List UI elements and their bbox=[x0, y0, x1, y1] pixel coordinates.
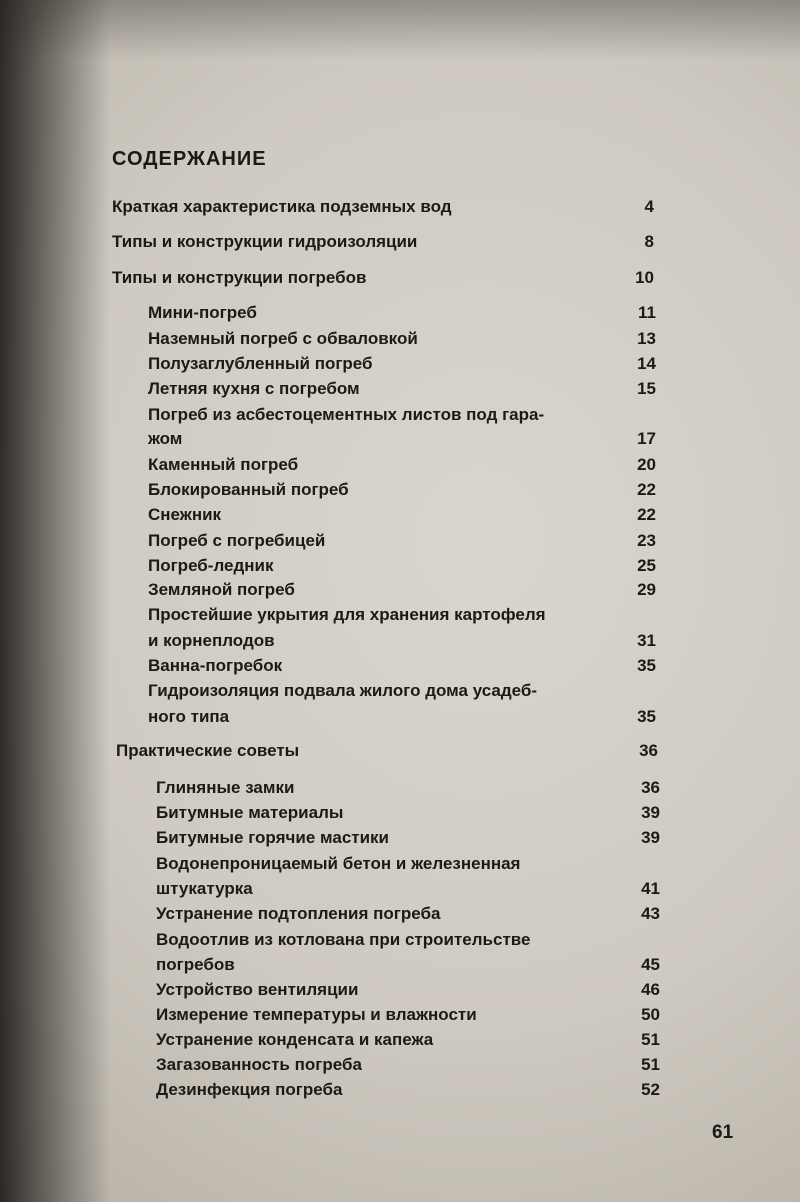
toc-entry-page: 22 bbox=[637, 505, 656, 524]
toc-entry-label: штукатурка bbox=[156, 879, 253, 898]
toc-entry-label: Типы и конструкции погребов bbox=[112, 268, 367, 287]
toc-entry-page: 10 bbox=[635, 268, 654, 287]
toc-entry-label: Полузаглубленный погреб bbox=[148, 354, 373, 373]
toc-entry-page: 46 bbox=[641, 980, 660, 999]
toc-entry-page: 35 bbox=[637, 656, 656, 675]
toc-entry-page: 23 bbox=[637, 531, 656, 550]
toc-entry-label: Водоотлив из котлована при строительстве bbox=[156, 930, 531, 949]
toc-entry-label: Земляной погреб bbox=[148, 580, 295, 599]
toc-entry-label: Практические советы bbox=[116, 741, 300, 760]
toc-entry-label: Мини-погреб bbox=[148, 303, 257, 322]
toc-entry-page: 41 bbox=[641, 879, 660, 898]
toc-entry-label: Летняя кухня с погребом bbox=[148, 379, 360, 398]
toc-entry-label: Погреб из асбестоцементных листов под гара- bbox=[148, 405, 545, 424]
toc-entry-page: 39 bbox=[641, 828, 660, 847]
toc-entry-label: Простейшие укрытия для хранения картофеля bbox=[148, 605, 546, 624]
toc-entry-label: Наземный погреб с обваловкой bbox=[148, 329, 418, 348]
toc-entry-page: 25 bbox=[637, 556, 656, 575]
toc-entry-label: Дезинфекция погреба bbox=[156, 1080, 343, 1099]
toc-entry-page: 17 bbox=[637, 429, 656, 448]
toc-entry-label: Загазованность погреба bbox=[156, 1055, 362, 1074]
toc-entry-page: 39 bbox=[641, 803, 660, 822]
toc-entry-label: Погреб-ледник bbox=[148, 556, 274, 575]
toc-entry-page: 15 bbox=[637, 379, 656, 398]
toc-entry-label: Битумные материалы bbox=[156, 803, 344, 822]
toc-entry-label: жом bbox=[148, 429, 183, 448]
toc-entry-label: Гидроизоляция подвала жилого дома усадеб- bbox=[148, 681, 538, 700]
toc-entry-page: 51 bbox=[641, 1030, 660, 1049]
toc-entry-label: погребов bbox=[156, 955, 235, 974]
toc-entry-label: Типы и конструкции гидроизоляции bbox=[112, 232, 418, 251]
toc-entry-page: 13 bbox=[637, 329, 656, 348]
toc-entry-page: 8 bbox=[644, 232, 654, 251]
toc-entry-page: 36 bbox=[639, 741, 658, 760]
toc-entry-page: 50 bbox=[641, 1005, 660, 1024]
toc-entry-label: Водонепроницаемый бетон и железненная bbox=[156, 854, 521, 873]
toc-entry-page: 29 bbox=[637, 580, 656, 599]
toc-entry-label: Ванна-погребок bbox=[148, 656, 283, 675]
toc-entry-page: 31 bbox=[637, 631, 656, 650]
toc-entry-page: 51 bbox=[641, 1055, 660, 1074]
toc-entry-label: Устранение конденсата и капежа bbox=[156, 1030, 434, 1049]
toc-entry-label: Погреб с погребицей bbox=[148, 531, 326, 550]
toc-entry-page: 36 bbox=[641, 778, 660, 797]
toc-entry-label: Краткая характеристика подземных вод bbox=[112, 197, 452, 216]
toc-entry-page: 52 bbox=[641, 1080, 660, 1099]
toc-entry-label: ного типа bbox=[148, 707, 230, 726]
toc-entry-page: 14 bbox=[637, 354, 656, 373]
toc-entry-label: и корнеплодов bbox=[148, 631, 275, 650]
page-number: 61 bbox=[712, 1122, 734, 1143]
toc-entry-label: Битумные горячие мастики bbox=[156, 828, 390, 847]
toc-entry-label: Измерение температуры и влажности bbox=[156, 1005, 477, 1024]
toc-entry-page: 45 bbox=[641, 955, 660, 974]
toc-entry-label: Устройство вентиляции bbox=[156, 980, 359, 999]
toc-entry-label: Глиняные замки bbox=[156, 778, 295, 797]
toc-entry-page: 20 bbox=[637, 455, 656, 474]
toc-entry-page: 11 bbox=[638, 303, 656, 322]
contents-title: СОДЕРЖАНИЕ bbox=[112, 148, 267, 170]
toc-entry-label: Устранение подтопления погреба bbox=[156, 904, 441, 923]
toc-entry-page: 43 bbox=[641, 904, 660, 923]
toc-entry-label: Блокированный погреб bbox=[148, 480, 349, 499]
toc-entry-label: Каменный погреб bbox=[148, 455, 299, 474]
toc-entry-page: 22 bbox=[637, 480, 656, 499]
toc-entry-page: 35 bbox=[637, 707, 656, 726]
toc-entry-label: Снежник bbox=[148, 505, 222, 524]
toc-entry-page: 4 bbox=[644, 197, 654, 216]
